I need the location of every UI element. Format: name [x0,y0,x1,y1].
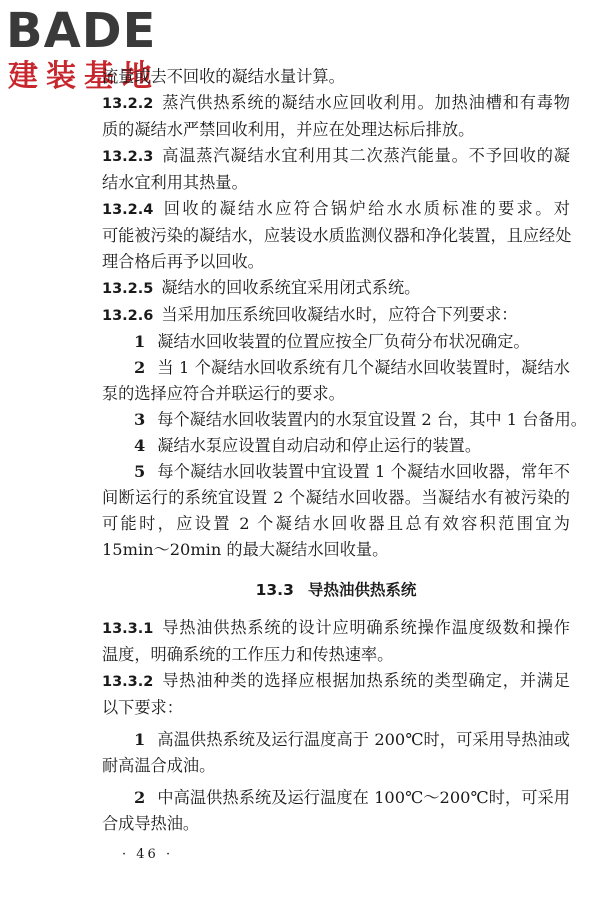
watermark-brand-cn: 建装基地 [8,59,160,94]
clause-text: 质的凝结水严禁回收利用，并应在处理达标后排放。 [102,120,475,139]
watermark-brand: BADE [6,3,157,59]
clause-13-3-2 [102,668,570,837]
list-item-text: 可能时，应设置 2 个凝结水回收器且总有效容积范围宜为 [102,514,570,533]
clause-13-3-1 [102,615,570,668]
continuation-line: 流量或去不回收的凝结水量计算。 [102,67,345,86]
clause-number: 13.3.1 [102,621,154,637]
section-heading [102,577,570,603]
section-number: 13.3 [255,581,294,599]
clause-13-2-6 [102,302,587,563]
clause-text: 导热油供热系统的设计应明确系统操作温度级数和操作 [161,618,570,637]
list-item-text: 合成导热油。 [102,814,200,833]
clause-text: 凝结水的回收系统宜采用闭式系统。 [161,278,421,297]
clause-text: 温度，明确系统的工作压力和传热速率。 [102,645,394,664]
clause-text: 理合格后再予以回收。 [102,252,264,271]
list-item: 3 每个凝结水回收装置内的水泵宜设置 2 台，其中 1 台备用。 [134,410,587,429]
list-item-text: 间断运行的系统宜设置 2 个凝结水回收器。当凝结水有被污染的 [102,488,570,507]
list-item-text: 泵的选择应符合并联运行的要求。 [102,384,345,403]
clause-number: 13.2.5 [102,281,154,297]
clause-text: 导热油种类的选择应根据加热系统的类型确定，并满足 [161,671,570,690]
list-item: 1 高温供热系统及运行温度高于 200℃时，可采用导热油或 [134,730,570,749]
list-item: 4 凝结水泵应设置自动启动和停止运行的装置。 [134,436,482,455]
list-item-text: 耐高温合成油。 [102,756,216,775]
list-item: 2 当 1 个凝结水回收系统有几个凝结水回收装置时，凝结水 [134,358,570,377]
clause-number: 13.2.4 [102,202,154,218]
clause-13-2-5 [102,275,570,302]
clause-text: 可能被污染的凝结水，应装设水质监测仪器和净化装置，且应经处 [102,226,572,245]
clause-number: 13.2.3 [102,149,154,165]
clause-text: 当采用加压系统回收凝结水时，应符合下列要求： [161,305,518,324]
clause-number: 13.2.2 [102,96,154,112]
clause-number: 13.2.6 [102,308,154,324]
clause-text: 高温蒸汽凝结水宜利用其二次蒸汽能量。不予回收的凝 [161,146,570,165]
document-page [102,64,587,862]
list-item: 1 凝结水回收装置的位置应按全厂负荷分布状况确定。 [134,332,530,351]
clause-number: 13.3.2 [102,674,154,690]
clause-text: 结水宜利用其热量。 [102,173,248,192]
list-item: 2 中高温供热系统及运行温度在 100℃～200℃时，可采用 [134,788,570,807]
clause-13-2-4 [102,196,570,275]
list-item-text: 15min～20min 的最大凝结水回收量。 [102,540,389,559]
clause-text: 蒸汽供热系统的凝结水应回收利用。加热油槽和有毒物 [161,93,570,112]
clause-text: 回收的凝结水应符合锅炉给水水质标准的要求。对 [161,199,570,218]
clause-text: 以下要求： [102,698,183,717]
section-title: 导热油供热系统 [307,581,417,599]
page-number: · 46 · [122,847,174,862]
list-item: 5 每个凝结水回收装置中宜设置 1 个凝结水回收器，常年不 [134,462,570,481]
clause-13-2-2 [102,90,570,143]
clause-13-2-3 [102,143,570,196]
